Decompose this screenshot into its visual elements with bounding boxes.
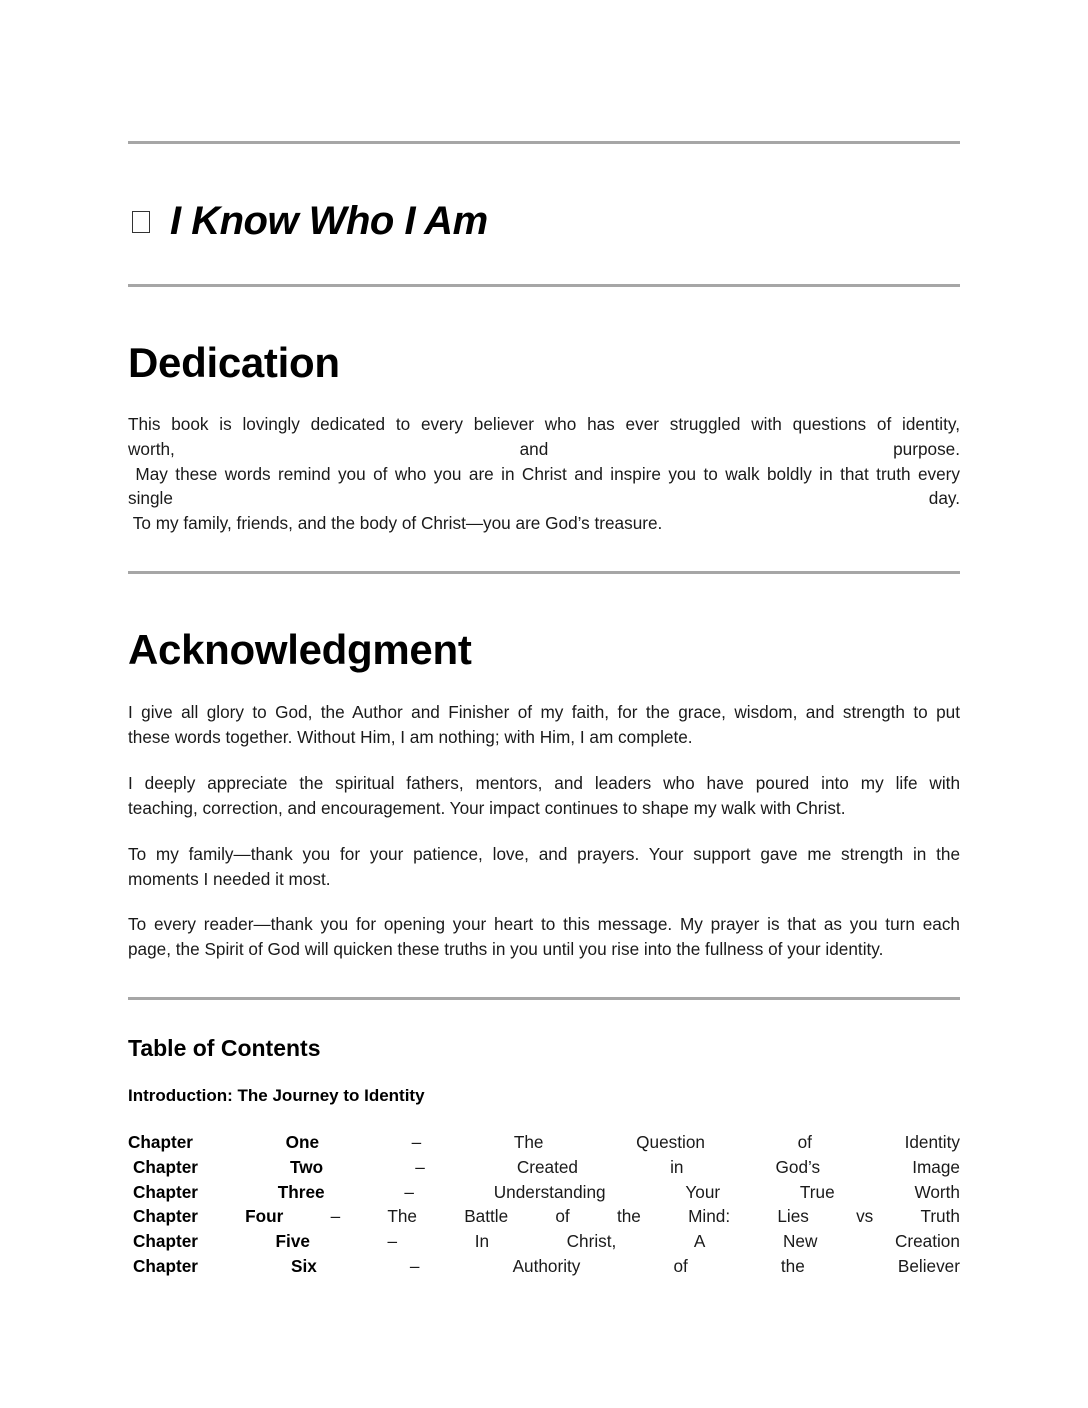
horizontal-rule bbox=[128, 141, 960, 144]
toc-dash: – bbox=[415, 1156, 425, 1177]
toc-chapter-title-word: Mind: bbox=[688, 1206, 731, 1227]
toc-chapter-title-word: of bbox=[797, 1132, 812, 1152]
toc-chapter-title-word: A bbox=[693, 1231, 706, 1252]
dedication-line: This book is lovingly dedicated to every believer who has ever struggled with questions of identity, bbox=[128, 414, 960, 434]
dedication-line: single day. bbox=[128, 488, 960, 509]
toc-heading: Table of Contents bbox=[128, 1035, 321, 1061]
toc-chapter-label-word: Chapter bbox=[133, 1206, 198, 1227]
toc-chapter-title-word: The bbox=[387, 1206, 417, 1227]
horizontal-rule bbox=[128, 997, 960, 1000]
toc-chapter-label-word: One bbox=[285, 1132, 320, 1152]
acknowledgment-paragraph bbox=[128, 842, 960, 892]
toc-chapter-title-word: of bbox=[673, 1256, 688, 1276]
toc-chapter-label-word: Chapter bbox=[128, 1132, 193, 1152]
toc-chapter-label-word: Chapter bbox=[133, 1181, 198, 1202]
toc-chapter-title-word: Question bbox=[636, 1132, 705, 1152]
toc-chapter-row bbox=[128, 1254, 960, 1279]
toc-chapter-title-word: Your bbox=[685, 1181, 721, 1202]
toc-chapter-label-word: Six bbox=[291, 1256, 317, 1276]
dedication-line: worth, and purpose. bbox=[128, 438, 960, 459]
dedication-heading: Dedication bbox=[128, 339, 340, 386]
paragraph-line: page, the Spirit of God will quicken these truths in you until you rise into the fullness of your identity. bbox=[128, 938, 884, 959]
toc-chapter-title-word: Truth bbox=[920, 1206, 960, 1227]
toc-chapter-row bbox=[128, 1229, 960, 1254]
toc-chapter-title-word: Identity bbox=[904, 1132, 960, 1152]
toc-chapter-row bbox=[128, 1204, 960, 1229]
paragraph-line: To every reader—thank you for opening your heart to this message. My prayer is that as you turn each bbox=[128, 914, 960, 934]
toc-chapter-title-word: Battle bbox=[464, 1206, 509, 1227]
acknowledgment-paragraph bbox=[128, 912, 960, 962]
toc-dash: – bbox=[409, 1256, 420, 1276]
book-title-row bbox=[132, 196, 488, 246]
dedication-line: May these words remind you of who you are in Christ and inspire you to walk boldly in that truth every bbox=[128, 463, 961, 484]
acknowledgment-heading: Acknowledgment bbox=[128, 626, 472, 673]
toc-chapter-label-word: Chapter bbox=[133, 1256, 198, 1276]
paragraph-line: teaching, correction, and encouragement. Your impact continues to shape my walk with Christ. bbox=[128, 797, 846, 818]
toc-chapter-title-word: of bbox=[555, 1206, 570, 1227]
toc-chapter-title-word: Worth bbox=[914, 1181, 960, 1202]
paragraph-line: To my family—thank you for your patience, love, and prayers. Your support gave me strength in the bbox=[128, 844, 960, 864]
toc-introduction: Introduction: The Journey to Identity bbox=[128, 1086, 425, 1105]
paragraph-line: I give all glory to God, the Author and Finisher of my faith, for the grace, wisdom, and strength to put bbox=[128, 702, 960, 722]
acknowledgment-paragraph bbox=[128, 771, 960, 821]
toc-dash: – bbox=[330, 1206, 341, 1227]
toc-chapter-label-word: Two bbox=[290, 1156, 324, 1177]
toc-chapter-title-word: Authority bbox=[512, 1256, 581, 1276]
toc-chapter-title-word: Christ, bbox=[566, 1231, 617, 1252]
book-title: I Know Who I Am bbox=[170, 198, 488, 243]
toc-chapter-title-word: in bbox=[670, 1156, 684, 1177]
paragraph-line: I deeply appreciate the spiritual fathers, mentors, and leaders who have poured into my life with bbox=[128, 773, 960, 793]
paragraph-line: these words together. Without Him, I am nothing; with Him, I am complete. bbox=[128, 726, 693, 747]
toc-chapter-title-word: the bbox=[780, 1256, 805, 1276]
horizontal-rule bbox=[128, 284, 960, 287]
dedication-line: To my family, friends, and the body of Christ—you are God’s treasure. bbox=[128, 513, 663, 534]
toc-chapter-row bbox=[128, 1130, 960, 1155]
toc-dash: – bbox=[404, 1181, 414, 1202]
toc-chapter-title-word: Image bbox=[912, 1156, 960, 1177]
toc-chapter-label-word: Three bbox=[277, 1181, 325, 1202]
toc-chapter-row bbox=[128, 1180, 960, 1205]
toc-dash: – bbox=[411, 1132, 422, 1152]
toc-chapter-title-word: In bbox=[474, 1231, 490, 1252]
toc-dash: – bbox=[387, 1231, 398, 1252]
toc-chapter-label-word: Five bbox=[275, 1231, 310, 1252]
toc-chapter-row bbox=[128, 1155, 960, 1180]
toc-chapter-label-word: Four bbox=[245, 1206, 284, 1227]
toc-chapter-title-word: Created bbox=[516, 1156, 578, 1177]
missing-glyph-icon bbox=[132, 211, 150, 233]
toc-chapter-title-word: Lies bbox=[777, 1206, 809, 1227]
toc-chapter-title-word: New bbox=[782, 1231, 818, 1252]
toc-chapter-title-word: God’s bbox=[775, 1156, 821, 1177]
toc-chapter-title-word: Understanding bbox=[493, 1181, 606, 1202]
toc-chapter-title-word: True bbox=[799, 1181, 835, 1202]
toc-chapter-label-word: Chapter bbox=[133, 1231, 198, 1252]
paragraph-line: moments I needed it most. bbox=[128, 868, 331, 889]
toc-chapter-label-word: Chapter bbox=[133, 1156, 198, 1177]
toc-chapter-title-word: Creation bbox=[894, 1231, 960, 1252]
toc-chapter-title-word: vs bbox=[856, 1206, 874, 1227]
toc-chapter-title-word: The bbox=[513, 1132, 544, 1152]
dedication-body bbox=[128, 412, 960, 536]
toc-chapter-title-word: the bbox=[616, 1206, 641, 1227]
toc-chapter-title-word: Believer bbox=[897, 1256, 960, 1276]
acknowledgment-paragraph bbox=[128, 700, 960, 750]
horizontal-rule bbox=[128, 571, 960, 574]
